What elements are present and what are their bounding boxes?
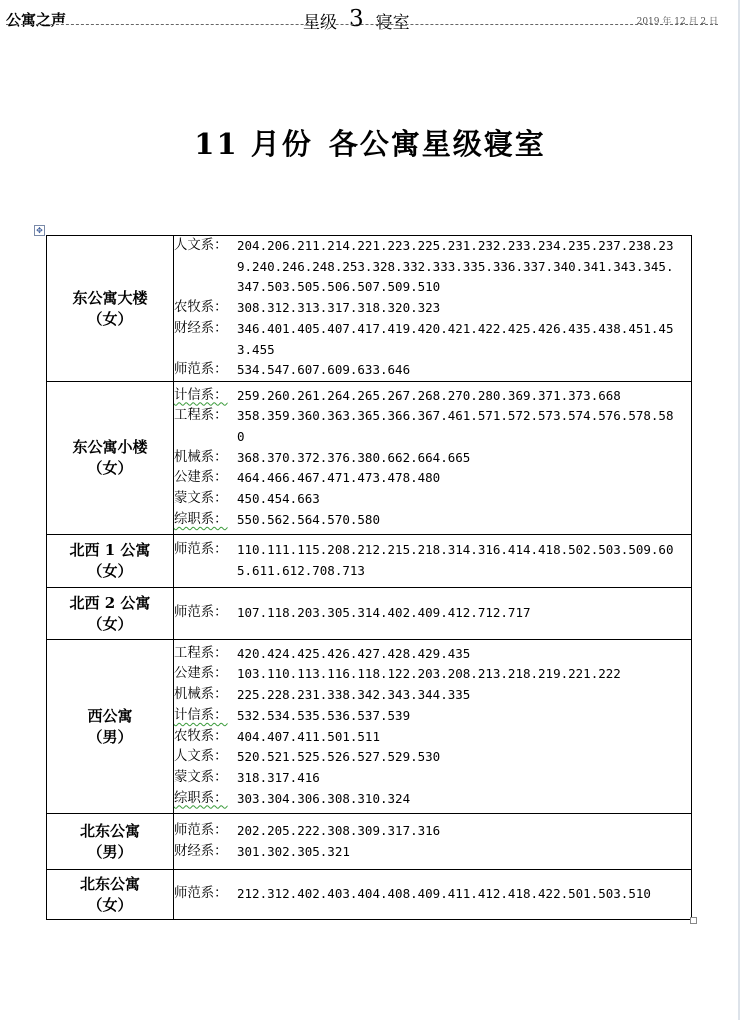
building-name: 西公寓 (87, 706, 133, 725)
dept-entry (174, 768, 691, 789)
dept-label (174, 727, 237, 748)
dept-label-text: 师范系： (174, 822, 228, 838)
dept-label (174, 747, 237, 768)
room-numbers: 520.521.525.526.527.529.530 (237, 749, 441, 765)
building-name-cell (47, 640, 174, 814)
dept-label (174, 685, 237, 706)
dept-label (174, 489, 237, 510)
dept-rooms-cell (174, 535, 692, 588)
building-name-cell (47, 814, 174, 870)
room-numbers: 110.111.115.208.212.215.218.314.316.414.418.502.503.509.605.611.612.708.713 (237, 542, 674, 578)
header-rule (6, 24, 718, 25)
room-numbers: 301.302.305.321 (237, 843, 350, 859)
building-name: 东公寓大楼 (72, 288, 148, 307)
dept-rooms-cell (174, 814, 692, 870)
room-numbers: 368.370.372.376.380.662.664.665 (237, 449, 471, 465)
room-numbers: 464.466.467.471.473.478.480 (237, 470, 441, 486)
dept-rooms-cell (174, 588, 692, 640)
dept-entry (174, 603, 691, 624)
room-numbers: 107.118.203.305.314.402.409.412.712.717 (237, 605, 531, 621)
star-dorm-table-body (47, 236, 692, 920)
room-numbers: 308.312.313.317.318.320.323 (237, 300, 441, 316)
building-row (47, 382, 692, 535)
room-numbers: 318.317.416 (237, 769, 320, 785)
dept-entry (174, 386, 691, 407)
dept-entry (174, 727, 691, 748)
dept-entry (174, 706, 691, 727)
room-numbers: 358.359.360.363.365.366.367.461.571.572.573.574.576.578.580 (237, 408, 674, 444)
dept-label (174, 706, 237, 727)
dept-label-text: 机械系： (174, 687, 228, 703)
building-gender: （男） (87, 727, 133, 746)
room-numbers: 202.205.222.308.309.317.316 (237, 822, 441, 838)
dept-label (174, 603, 237, 624)
dept-label-text: 计信系： (174, 387, 228, 403)
dept-entry (174, 789, 691, 810)
building-gender: （女） (87, 614, 133, 633)
building-row (47, 814, 692, 870)
dept-label-text: 综职系： (174, 511, 228, 527)
dept-entry (174, 319, 691, 360)
building-name: 北西 1 公寓 (69, 541, 151, 559)
dept-entry (174, 468, 691, 489)
dept-label-text: 蒙文系： (174, 769, 228, 785)
dept-label-text: 公建系： (174, 666, 228, 682)
building-name-cell (47, 382, 174, 535)
room-numbers: 259.260.261.264.265.267.268.270.280.369.371.373.668 (237, 387, 621, 403)
header-star-number: 3 (349, 6, 364, 32)
room-numbers: 303.304.306.308.310.324 (237, 790, 411, 806)
header-star-level (303, 8, 410, 34)
dept-label (174, 540, 237, 581)
dept-entry (174, 664, 691, 685)
dept-label-text: 机械系： (174, 449, 228, 465)
header-publication: 公寓之声 (6, 11, 67, 29)
dept-label-text: 师范系： (174, 605, 228, 621)
dept-label (174, 468, 237, 489)
dept-label (174, 298, 237, 319)
building-row (47, 640, 692, 814)
building-gender: （女） (87, 895, 133, 914)
dept-label-text: 蒙文系： (174, 491, 228, 507)
building-row (47, 870, 692, 920)
building-name: 北东公寓 (79, 821, 140, 840)
dept-label-text: 师范系： (174, 542, 228, 558)
dept-label (174, 821, 237, 842)
room-numbers: 450.454.663 (237, 491, 320, 507)
dept-rooms-cell (174, 870, 692, 920)
dept-label (174, 319, 237, 360)
page-header (6, 4, 718, 33)
dept-label (174, 236, 237, 298)
dept-entry (174, 540, 691, 581)
dept-entry (174, 884, 691, 905)
title-month: 11 月份 (194, 127, 313, 161)
dept-entry (174, 842, 691, 863)
building-name: 北东公寓 (79, 874, 140, 893)
room-numbers: 550.562.564.570.580 (237, 511, 380, 527)
dept-label-text: 工程系： (174, 408, 228, 424)
building-gender: （男） (87, 842, 133, 861)
room-numbers: 204.206.211.214.221.223.225.231.232.233.234.235.237.238.239.240.246.248.253.328.332.333.335.336.337.340.341.343.345.347.503.505.506.507.509.510 (237, 238, 674, 295)
dept-label (174, 884, 237, 905)
dept-label-text: 师范系： (174, 362, 228, 378)
dept-entry (174, 747, 691, 768)
title-text: 各公寓星级寝室 (328, 127, 546, 161)
building-gender: （女） (87, 459, 133, 477)
dept-label-text: 人文系： (174, 238, 228, 254)
dept-entry (174, 821, 691, 842)
room-numbers: 532.534.535.536.537.539 (237, 707, 411, 723)
dept-entry (174, 489, 691, 510)
page-title (0, 122, 740, 163)
dept-rooms-cell (174, 236, 692, 382)
dept-label (174, 644, 237, 665)
dept-label (174, 789, 237, 810)
table-move-handle-icon[interactable]: ✥ (34, 225, 45, 236)
dept-entry (174, 685, 691, 706)
header-star-suffix: 寝室 (375, 13, 410, 33)
dept-label-text: 财经系： (174, 320, 228, 336)
building-row (47, 535, 692, 588)
room-numbers: 103.110.113.116.118.122.203.208.213.218.219.221.222 (237, 666, 621, 682)
building-name: 北西 2 公寓 (69, 593, 151, 612)
dept-entry (174, 360, 691, 381)
dept-label (174, 406, 237, 447)
dept-label (174, 842, 237, 863)
dept-label-text: 师范系： (174, 886, 228, 902)
dept-label (174, 448, 237, 469)
dept-label (174, 664, 237, 685)
dept-rooms-cell (174, 640, 692, 814)
dept-entry (174, 236, 691, 298)
dept-label (174, 386, 237, 407)
room-numbers: 404.407.411.501.511 (237, 728, 380, 744)
building-name-cell (47, 236, 174, 382)
room-numbers: 212.312.402.403.404.408.409.411.412.418.422.501.503.510 (237, 886, 651, 902)
building-row (47, 236, 692, 382)
dept-label-text: 农牧系： (174, 728, 228, 744)
dept-label-text: 财经系： (174, 843, 228, 859)
dept-label-text: 综职系： (174, 790, 228, 806)
header-star-prefix: 星级 (303, 13, 337, 33)
building-name: 东公寓小楼 (72, 438, 148, 456)
star-dorm-table (46, 235, 692, 920)
room-numbers: 225.228.231.338.342.343.344.335 (237, 687, 471, 703)
dept-label (174, 360, 237, 381)
room-numbers: 534.547.607.609.633.646 (237, 362, 411, 378)
dept-label-text: 计信系： (174, 707, 228, 723)
building-name-cell (47, 588, 174, 640)
dept-label-text: 农牧系： (174, 300, 228, 316)
dept-label-text: 工程系： (174, 645, 228, 661)
header-date: 2019 年 12 月 2 日 (636, 17, 718, 27)
dept-label-text: 公建系： (174, 470, 228, 486)
building-name-cell (47, 870, 174, 920)
dept-entry (174, 298, 691, 319)
dept-rooms-cell (174, 382, 692, 535)
building-name-cell (47, 535, 174, 588)
table-resize-handle-icon[interactable] (690, 917, 697, 924)
room-numbers: 346.401.405.407.417.419.420.421.422.425.426.435.438.451.453.455 (237, 320, 674, 357)
room-numbers: 420.424.425.426.427.428.429.435 (237, 645, 471, 661)
dept-entry (174, 448, 691, 469)
dept-entry (174, 510, 691, 531)
dept-label (174, 768, 237, 789)
dept-entry (174, 644, 691, 665)
dept-entry (174, 406, 691, 447)
building-gender: （女） (87, 562, 133, 580)
building-row (47, 588, 692, 640)
dept-label (174, 510, 237, 531)
building-gender: （女） (87, 309, 133, 328)
dept-label-text: 人文系： (174, 749, 228, 765)
